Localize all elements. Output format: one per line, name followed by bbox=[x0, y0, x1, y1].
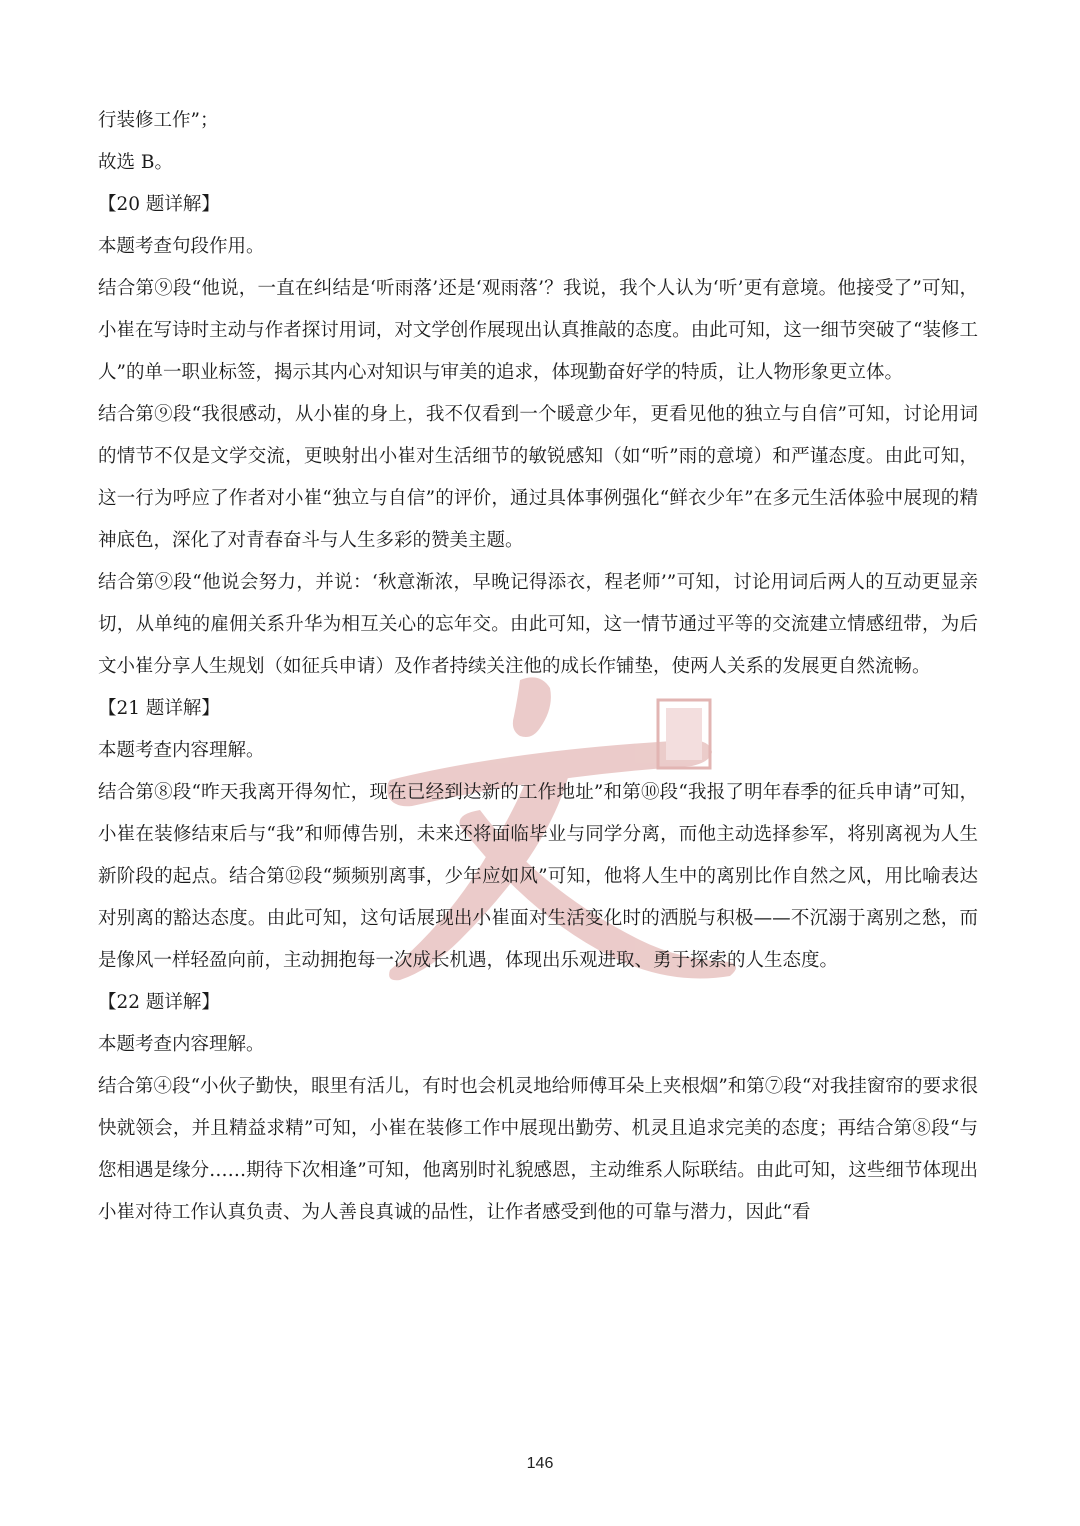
text-line: 本题考查内容理解。 bbox=[98, 740, 265, 761]
section-heading-20: 【20 题详解】 bbox=[98, 194, 220, 215]
text-line: 本题考查句段作用。 bbox=[98, 236, 265, 257]
paragraph: 结合第④段“小伙子勤快，眼里有活儿，有时也会机灵地给师傅耳朵上夹根烟”和第⑦段“对我挂窗帘的要求很快就领会，并且精益求精”可知，小崔在装修工作中展现出勤劳、机灵且追求完美的态度；再结合第⑧段“与您相遇是缘分……期待下次相逢”可知，他离别时礼貌感恩，主动维系人际联结。由此可知，这些细节体现出小崔对待工作认真负责、为人善良真诚的品性，让作者感受到他的可靠与潜力，因此“看 bbox=[98, 1076, 978, 1223]
section-heading-22: 【22 题详解】 bbox=[98, 992, 220, 1013]
page-number: 146 bbox=[526, 1455, 554, 1472]
document-body bbox=[98, 100, 978, 1234]
text-line: 本题考查内容理解。 bbox=[98, 1034, 265, 1055]
section-heading-21: 【21 题详解】 bbox=[98, 698, 220, 719]
text-line: 故选 B。 bbox=[98, 152, 173, 173]
paragraph: 结合第⑨段“我很感动，从小崔的身上，我不仅看到一个暖意少年，更看见他的独立与自信”可知，讨论用词的情节不仅是文学交流，更映射出小崔对生活细节的敏锐感知（如“听”雨的意境）和严谨态度。由此可知，这一行为呼应了作者对小崔“独立与自信”的评价，通过具体事例强化“鲜衣少年”在多元生活体验中展现的精神底色，深化了对青春奋斗与人生多彩的赞美主题。 bbox=[98, 404, 978, 551]
paragraph: 结合第⑨段“他说会努力，并说：‘秋意渐浓，早晚记得添衣，程老师’”可知，讨论用词后两人的互动更显亲切，从单纯的雇佣关系升华为相互关心的忘年交。由此可知，这一情节通过平等的交流建立情感纽带，为后文小崔分享人生规划（如征兵申请）及作者持续关注他的成长作铺垫，使两人关系的发展更自然流畅。 bbox=[98, 572, 978, 677]
text-line: 行装修工作”； bbox=[98, 110, 219, 131]
paragraph: 结合第⑧段“昨天我离开得匆忙，现在已经到达新的工作地址”和第⑩段“我报了明年春季的征兵申请”可知，小崔在装修结束后与“我”和师傅告别，未来还将面临毕业与同学分离，而他主动选择参军，将别离视为人生新阶段的起点。结合第⑫段“频频别离事，少年应如风”可知，他将人生中的离别比作自然之风，用比喻表达对别离的豁达态度。由此可知，这句话展现出小崔面对生活变化时的洒脱与积极——不沉溺于离别之愁，而是像风一样轻盈向前，主动拥抱每一次成长机遇，体现出乐观进取、勇于探索的人生态度。 bbox=[98, 782, 978, 971]
paragraph: 结合第⑨段“他说，一直在纠结是‘听雨落’还是‘观雨落’？我说，我个人认为‘听’更有意境。他接受了”可知，小崔在写诗时主动与作者探讨用词，对文学创作展现出认真推敲的态度。由此可知，这一细节突破了“装修工人”的单一职业标签，揭示其内心对知识与审美的追求，体现勤奋好学的特质，让人物形象更立体。 bbox=[98, 278, 978, 383]
